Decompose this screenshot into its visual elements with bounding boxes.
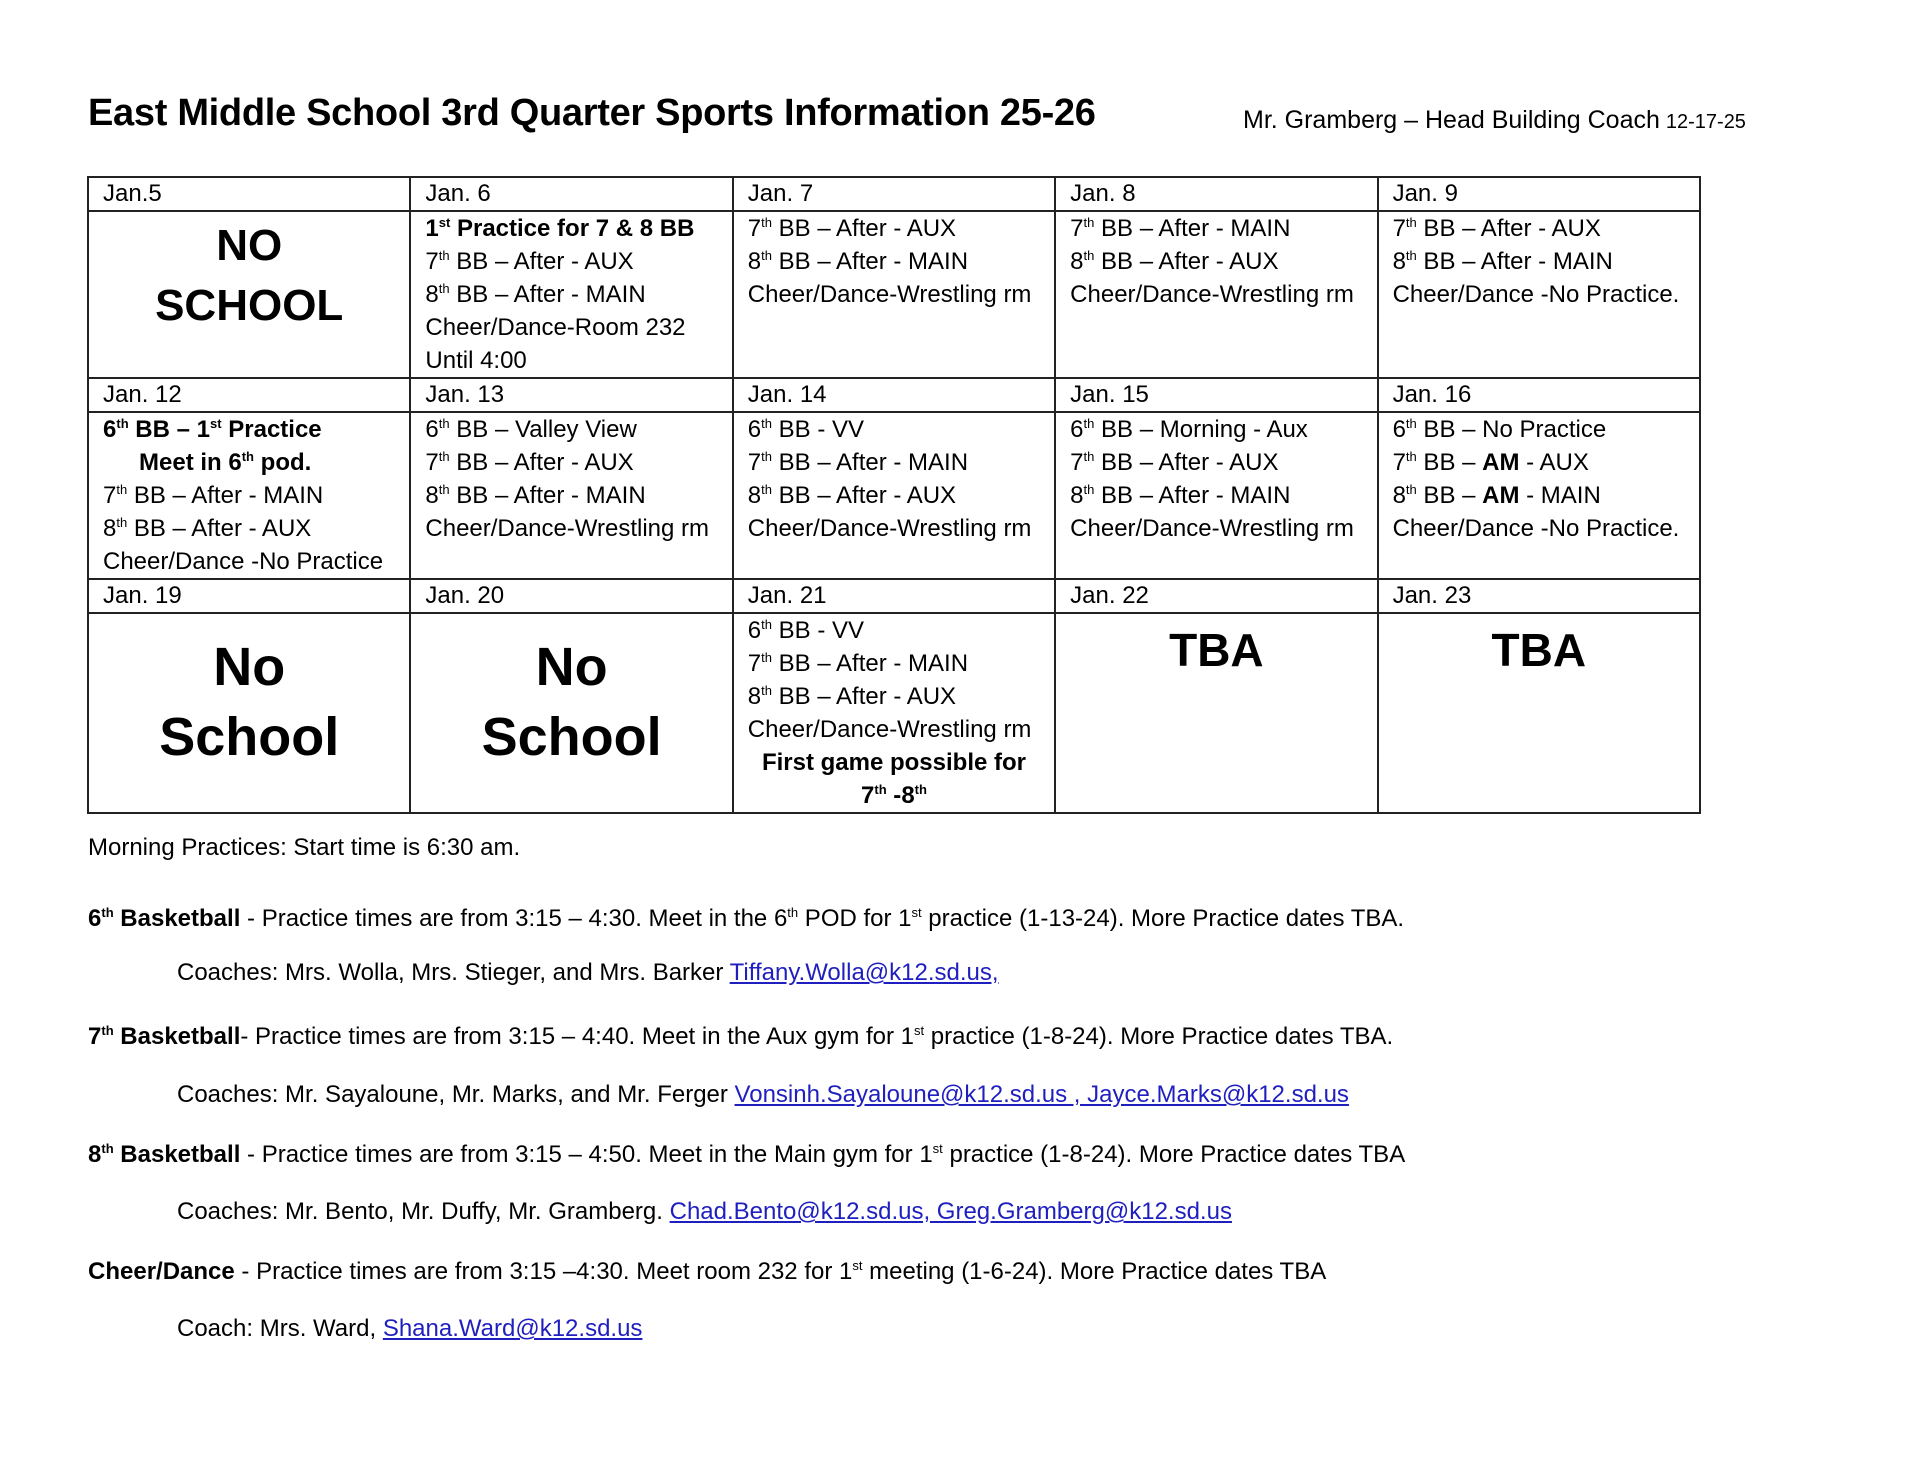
ordinal-suffix: th — [1083, 482, 1095, 497]
sixth-basketball-heading: 6th Basketball — [88, 905, 241, 932]
day-entry: 7th BB – After - AUX — [425, 449, 634, 476]
day-entry: First game possible for — [761, 749, 1026, 776]
big-label-line: No — [535, 637, 608, 697]
date-cell: Jan. 21 — [733, 579, 1055, 613]
ordinal-suffix: th — [101, 1023, 114, 1038]
sixth-basketball-info: 6th Basketball - Practice times are from 3:15 – 4:30. Meet in the 6th POD for 1st practice (1-13-24). More Practice dates TBA. — [88, 905, 1405, 932]
ordinal-suffix: st — [852, 1258, 863, 1273]
day-entry: Cheer/Dance-Wrestling rm — [1070, 515, 1354, 542]
ordinal-suffix: th — [761, 215, 772, 230]
day-entry: Cheer/Dance -No Practice. — [1392, 515, 1680, 542]
day-entry: 7th BB – After - AUX — [747, 215, 957, 242]
day-entry: Cheer/Dance-Wrestling rm — [747, 281, 1032, 308]
big-label-line: School — [159, 707, 340, 767]
ordinal-suffix: st — [210, 416, 222, 431]
day-entry: Cheer/Dance-Wrestling rm — [747, 716, 1032, 743]
seventh-basketball-info: 7th Basketball- Practice times are from 3:15 – 4:40. Meet in the Aux gym for 1st practice (1-8-24). More Practice dates TBA. — [88, 1023, 1394, 1050]
day-cell — [88, 412, 410, 579]
ordinal-suffix: th — [438, 248, 450, 263]
day-entry: 8th BB – After - AUX — [747, 482, 957, 509]
ordinal-suffix: th — [761, 683, 772, 698]
big-label-line: NO — [216, 221, 283, 270]
day-entry: 7th BB – After - MAIN — [747, 650, 969, 677]
coach-email-link[interactable]: Shana.Ward@k12.sd.us — [382, 1315, 643, 1342]
ordinal-suffix: st — [932, 1141, 943, 1156]
date-cell: Jan. 7 — [733, 177, 1055, 211]
eighth-basketball-heading: 8th Basketball — [88, 1141, 241, 1168]
day-entry: 8th BB – After - MAIN — [1070, 482, 1291, 509]
ordinal-suffix: th — [101, 1141, 114, 1156]
am-emphasis: AM — [1482, 482, 1520, 509]
ordinal-suffix: th — [1083, 416, 1095, 431]
date-cell: Jan. 13 — [410, 378, 732, 412]
cheer-dance-coaches — [177, 1315, 642, 1343]
tba-label — [1393, 614, 1685, 680]
big-label-line: TBA — [1491, 624, 1587, 676]
ordinal-suffix: th — [1405, 416, 1417, 431]
ordinal-suffix: th — [438, 449, 450, 464]
day-cell — [1055, 613, 1377, 813]
date-cell: Jan. 19 — [88, 579, 410, 613]
am-emphasis: AM — [1482, 449, 1520, 476]
ordinal-suffix: th — [116, 515, 128, 530]
day-entry: 6th BB – 1st Practice — [103, 416, 322, 443]
cheer-dance-info: Cheer/Dance - Practice times are from 3:15 –4:30. Meet room 232 for 1st meeting (1-6-24). More Practice dates TBA — [88, 1258, 1327, 1285]
eighth-basketball-info: 8th Basketball - Practice times are from 3:15 – 4:50. Meet in the Main gym for 1st practice (1-8-24). More Practice dates TBA — [88, 1141, 1406, 1168]
day-entry: Cheer/Dance-Room 232 — [425, 314, 686, 341]
coach-names: Coach: Mrs. Ward, — [177, 1315, 383, 1342]
ordinal-suffix: st — [914, 1023, 925, 1038]
day-entry: 7th BB – After - AUX — [425, 248, 634, 275]
day-entry: 7th BB – After - AUX — [1070, 449, 1279, 476]
day-entry: Cheer/Dance-Wrestling rm — [425, 515, 710, 542]
ordinal-suffix: th — [116, 416, 129, 431]
day-entry: 6th BB - VV — [747, 416, 865, 443]
day-entry: 8th BB – After - AUX — [747, 683, 957, 710]
day-entry: 8th BB – After - AUX — [103, 515, 312, 542]
day-cell — [1055, 211, 1377, 378]
day-cell — [1378, 613, 1700, 813]
date-cell: Jan. 6 — [410, 177, 732, 211]
day-cell — [1378, 211, 1700, 378]
day-entry: 7th BB – After - MAIN — [1070, 215, 1291, 242]
big-label-line: School — [481, 707, 662, 767]
day-cell — [733, 412, 1055, 579]
ordinal-suffix: th — [1405, 449, 1417, 464]
ordinal-suffix: th — [101, 905, 114, 920]
ordinal-suffix: th — [438, 281, 450, 296]
ordinal-suffix: th — [761, 416, 772, 431]
date-cell: Jan. 16 — [1378, 378, 1700, 412]
no-school-label — [103, 614, 395, 772]
no-school-label — [425, 614, 717, 772]
day-entry: 7th -8th — [861, 782, 927, 809]
ordinal-suffix: th — [1405, 482, 1417, 497]
week-date-row — [88, 579, 1700, 613]
date-cell: Jan. 14 — [733, 378, 1055, 412]
day-entry: 6th BB – Morning - Aux — [1070, 416, 1308, 443]
schedule-table — [87, 176, 1701, 814]
ordinal-suffix: th — [438, 482, 450, 497]
day-cell — [88, 613, 410, 813]
ordinal-suffix: th — [1405, 248, 1417, 263]
week-body-row — [88, 613, 1700, 813]
date-cell: Jan. 15 — [1055, 378, 1377, 412]
morning-practices-note: Morning Practices: Start time is 6:30 am. — [88, 834, 521, 861]
day-entry: Cheer/Dance-Wrestling rm — [747, 515, 1032, 542]
ordinal-suffix: th — [874, 782, 887, 797]
document-date: 12-17-25 — [1665, 111, 1746, 133]
day-entry: 8th BB – After - MAIN — [425, 482, 646, 509]
day-entry: 1st Practice for 7 & 8 BB — [425, 215, 695, 242]
day-entry: Until 4:00 — [425, 347, 527, 374]
week-body-row — [88, 211, 1700, 378]
week-date-row — [88, 177, 1700, 211]
day-entry: Cheer/Dance-Wrestling rm — [1070, 281, 1354, 308]
day-entry: 8th BB – After - AUX — [1070, 248, 1279, 275]
ordinal-suffix: th — [1083, 215, 1095, 230]
day-entry: 8th BB – After - MAIN — [1392, 248, 1613, 275]
day-entry: 7th BB – After - MAIN — [747, 449, 969, 476]
ordinal-suffix: th — [761, 650, 772, 665]
day-cell — [410, 412, 732, 579]
day-entry: 7th BB – After - AUX — [1392, 215, 1601, 242]
sixth-basketball-coaches — [177, 959, 999, 987]
ordinal-suffix: th — [761, 449, 772, 464]
author-line — [1243, 106, 1746, 135]
coach-names: Coaches: Mrs. Wolla, Mrs. Stieger, and Mrs. Barker — [177, 959, 730, 986]
week-body-row — [88, 412, 1700, 579]
date-cell: Jan. 22 — [1055, 579, 1377, 613]
ordinal-suffix: th — [761, 482, 772, 497]
day-cell — [733, 211, 1055, 378]
ordinal-suffix: th — [241, 449, 254, 464]
coach-names: Coaches: Mr. Sayaloune, Mr. Marks, and Mr. Ferger — [177, 1081, 735, 1108]
ordinal-suffix: th — [116, 482, 128, 497]
seventh-basketball-coaches — [177, 1081, 1349, 1109]
date-cell: Jan. 8 — [1055, 177, 1377, 211]
day-entry: 6th BB – No Practice — [1392, 416, 1607, 443]
page-title: East Middle School 3rd Quarter Sports Information 25-26 — [88, 92, 1096, 134]
day-cell — [1378, 412, 1700, 579]
no-school-label — [103, 212, 395, 336]
day-entry: 8th BB – After - MAIN — [747, 248, 969, 275]
date-cell: Jan.5 — [88, 177, 410, 211]
day-cell — [1055, 412, 1377, 579]
week-date-row — [88, 378, 1700, 412]
big-label-line: No — [213, 637, 286, 697]
day-cell — [410, 211, 732, 378]
day-entry: 8th BB – After - MAIN — [425, 281, 646, 308]
tba-label — [1070, 614, 1362, 680]
coach-email-link[interactable]: Tiffany.Wolla@k12.sd.us, — [729, 959, 999, 986]
ordinal-suffix: th — [914, 782, 927, 797]
author-name: Mr. Gramberg – Head Building Coach — [1243, 106, 1660, 134]
day-cell — [410, 613, 732, 813]
ordinal-suffix: th — [1405, 215, 1417, 230]
ordinal-suffix: th — [761, 617, 772, 632]
coach-email-link[interactable]: Chad.Bento@k12.sd.us, Greg.Gramberg@k12.sd.us — [669, 1198, 1232, 1225]
eighth-basketball-coaches — [177, 1198, 1232, 1226]
big-label-line: TBA — [1169, 624, 1264, 676]
day-cell — [733, 613, 1055, 813]
seventh-basketball-heading: 7th Basketball — [88, 1023, 241, 1050]
day-entry: 7th BB – AM - AUX — [1392, 449, 1589, 476]
date-cell: Jan. 9 — [1378, 177, 1700, 211]
date-cell: Jan. 20 — [410, 579, 732, 613]
day-entry: 7th BB – After - MAIN — [103, 482, 324, 509]
day-entry: Cheer/Dance -No Practice — [103, 548, 384, 575]
day-entry: 8th BB – AM - MAIN — [1392, 482, 1601, 509]
ordinal-suffix: st — [438, 215, 451, 230]
cheer-dance-heading: Cheer/Dance — [88, 1258, 235, 1285]
day-entry: 6th BB - VV — [747, 617, 865, 644]
big-label-line: SCHOOL — [155, 281, 344, 330]
date-cell: Jan. 12 — [88, 378, 410, 412]
day-cell — [88, 211, 410, 378]
day-entry: Cheer/Dance -No Practice. — [1392, 281, 1680, 308]
coach-names: Coaches: Mr. Bento, Mr. Duffy, Mr. Gramberg. — [177, 1198, 670, 1225]
date-cell: Jan. 23 — [1378, 579, 1700, 613]
ordinal-suffix: th — [761, 248, 772, 263]
ordinal-suffix: st — [911, 905, 922, 920]
coach-email-link[interactable]: Vonsinh.Sayaloune@k12.sd.us , Jayce.Marks@k12.sd.us — [734, 1081, 1349, 1108]
ordinal-suffix: th — [787, 905, 799, 920]
day-entry: Meet in 6th pod. — [139, 449, 312, 476]
ordinal-suffix: th — [1083, 449, 1095, 464]
ordinal-suffix: th — [1083, 248, 1095, 263]
ordinal-suffix: th — [438, 416, 450, 431]
day-entry: 6th BB – Valley View — [425, 416, 637, 443]
